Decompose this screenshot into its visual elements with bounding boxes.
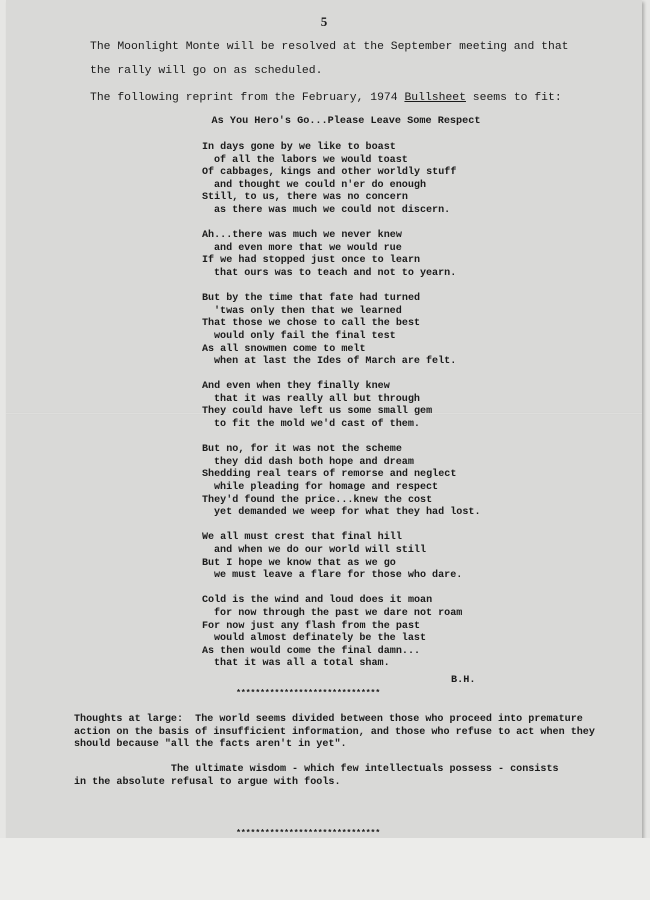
thoughts-at-large	[74, 714, 634, 752]
poem-line: as there was much we could not discern.	[214, 204, 451, 216]
poem-line: And even when they finally knew	[202, 381, 390, 393]
poem-signature: B.H.	[451, 675, 476, 686]
poem-line: would only fail the final test	[214, 330, 396, 342]
separator-top: ******************************	[236, 688, 381, 698]
poem-line: yet demanded we weep for what they had lost.	[214, 507, 481, 519]
poem-line: and thought we could n'er do enough	[214, 179, 427, 191]
thoughts-line-2: action on the basis of insufficient information, and those who refuse to act when they	[74, 726, 595, 738]
intro-line-1: The Moonlight Monte will be resolved at the September meeting and that	[90, 41, 569, 53]
poem-line: But I hope we know that as we go	[202, 557, 396, 569]
poem-line: They'd found the price...knew the cost	[202, 494, 433, 506]
poem-line: But no, for it was not the scheme	[202, 444, 402, 456]
poem-line: we must leave a flare for those who dare.	[214, 570, 463, 582]
thoughts-line-3: should because "all the facts aren't in yet".	[74, 739, 347, 751]
poem-line: Of cabbages, kings and other worldly stuff	[202, 167, 457, 179]
poem-line: that ours was to teach and not to yearn.	[214, 267, 457, 279]
poem-stanza	[202, 142, 542, 218]
poem	[202, 142, 542, 684]
poem-line: Still, to us, there was no concern	[202, 192, 408, 204]
poem-stanza	[202, 230, 542, 280]
intro-text	[90, 38, 610, 113]
poem-line: and when we do our world will still	[214, 545, 427, 556]
poem-line: If we had stopped just once to learn	[202, 255, 421, 267]
typed-page	[6, 0, 642, 838]
intro-reprint-post: seems to fit:	[465, 92, 562, 104]
poem-line: that it was really all but through	[214, 393, 420, 405]
poem-stanza	[202, 595, 542, 671]
bullsheet-title: Bullsheet	[404, 92, 466, 104]
poem-line: As all snowmen come to melt	[202, 343, 366, 355]
poem-line: that it was all a total sham.	[214, 658, 390, 670]
ultimate-wisdom	[74, 764, 634, 789]
wisdom-line-2: in the absolute refusal to argue with fools.	[74, 776, 341, 788]
poem-stanza	[202, 532, 542, 582]
poem-title: As You Hero's Go...Please Leave Some Respect	[211, 116, 481, 127]
poem-line: We all must crest that final hill	[202, 532, 402, 544]
poem-line: But by the time that fate had turned	[202, 293, 421, 305]
poem-line: Cold is the wind and loud does it moan	[202, 595, 433, 607]
poem-line: For now just any flash from the past	[202, 620, 421, 632]
poem-line: In days gone by we like to boast	[202, 142, 396, 153]
poem-line: they did dash both hope and dream	[214, 456, 414, 468]
poem-line: of all the labors we would toast	[214, 154, 408, 166]
intro-reprint-pre: The following reprint from the February, 1974	[90, 92, 405, 104]
poem-stanza	[202, 444, 542, 520]
poem-line: while pleading for homage and respect	[214, 482, 439, 494]
poem-line: for now through the past we dare not roam	[214, 607, 463, 619]
poem-line: would almost definately be the last	[214, 633, 427, 645]
poem-line: Ah...there was much we never knew	[202, 230, 402, 242]
poem-line: As then would come the final damn...	[202, 645, 421, 657]
intro-line-2: the rally will go on as scheduled.	[90, 65, 323, 77]
poem-line: Shedding real tears of remorse and neglect	[202, 469, 457, 481]
poem-stanza	[202, 381, 542, 431]
poem-line: That those we chose to call the best	[202, 318, 421, 330]
poem-line: and even more that we would rue	[214, 242, 402, 254]
poem-stanza	[202, 293, 542, 369]
wisdom-line-1: The ultimate wisdom - which few intellectuals possess - consists	[74, 764, 559, 775]
page-number: 5	[320, 14, 328, 29]
intro-line-3	[90, 89, 610, 108]
scan-background	[0, 838, 650, 900]
poem-line: 'twas only then that we learned	[214, 305, 402, 317]
separator-bottom: ******************************	[236, 828, 381, 838]
poem-line: when at last the Ides of March are felt.	[214, 356, 457, 368]
poem-line: They could have left us some small gem	[202, 406, 433, 418]
poem-line: to fit the mold we'd cast of them.	[214, 419, 420, 431]
thoughts-line-1: Thoughts at large: The world seems divided between those who proceed into premature	[74, 714, 583, 725]
